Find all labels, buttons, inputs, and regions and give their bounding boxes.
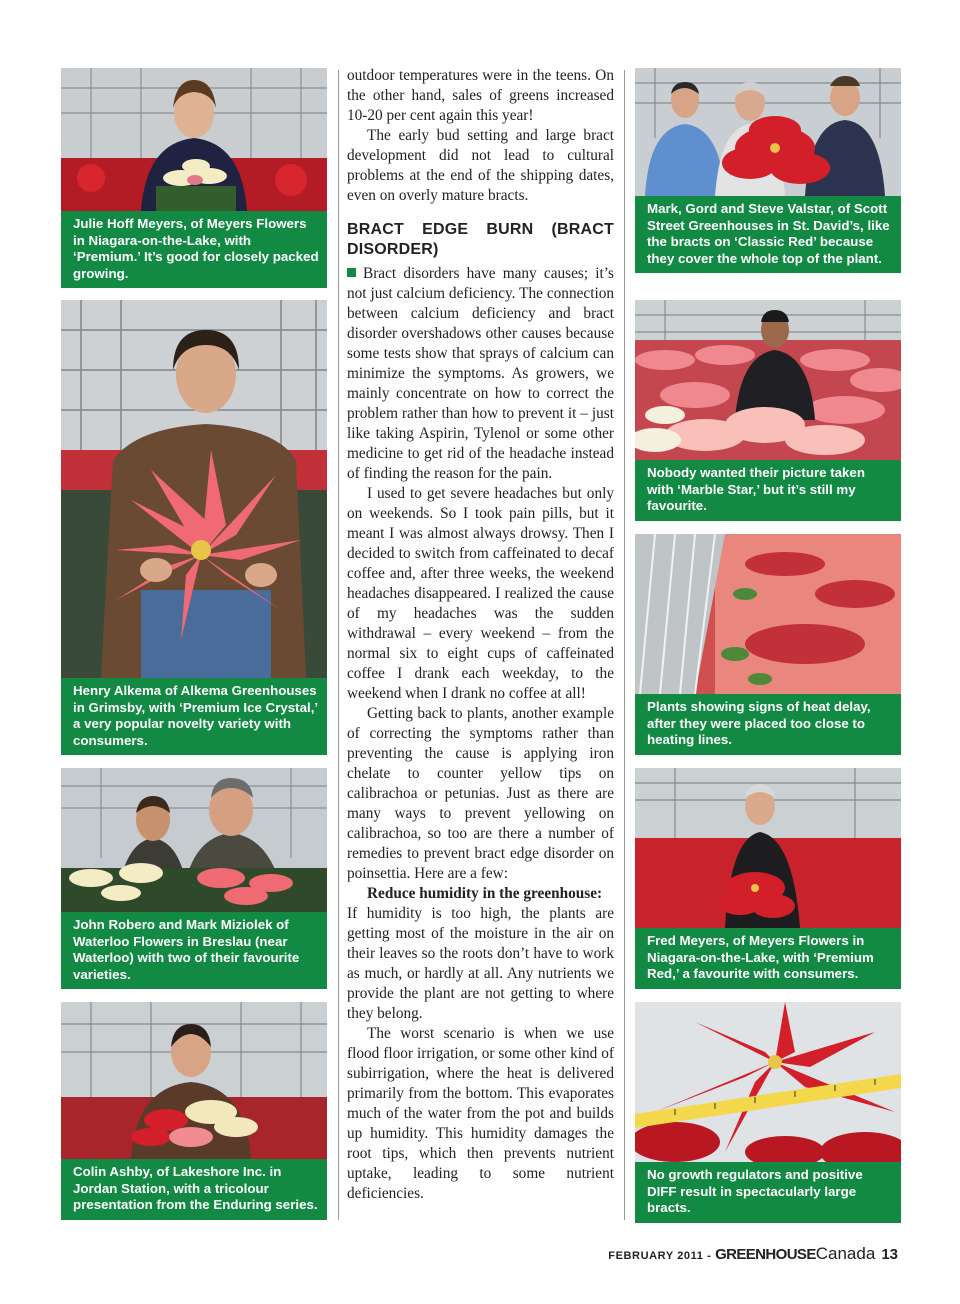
article-paragraph: If humidity is too high, the plants are getting most of the moisture in the air on their leaves so the roots don’t have to work as much, or hardly at all. Any nutrients we provide the plant are not getting to where they belong. [347, 905, 614, 1022]
page-footer [608, 1244, 898, 1264]
photo-marble-star [635, 300, 901, 460]
caption-large-bracts: No growth regulators and positive DIFF result in spectacularly large bracts. [635, 1162, 901, 1223]
caption-julie: Julie Hoff Meyers, of Meyers Flowers in Niagara-on-the-Lake, with ‘Premium.’ It’s good for closely packed growing. [61, 211, 327, 288]
photo-heat-delay [635, 534, 901, 694]
square-bullet-icon [347, 268, 356, 277]
caption-john-mark: John Robero and Mark Miziolek of Waterloo Flowers in Breslau (near Waterloo) with two of their favourite varieties. [61, 912, 327, 989]
caption-fred: Fred Meyers, of Meyers Flowers in Niagara-on-the-Lake, with ‘Premium Red,’ a favourite with consumers. [635, 928, 901, 989]
article-paragraph: The early bud setting and large bract development did not lead to cultural problems at the end of the shipping dates, even on overly mature bracts. [347, 127, 614, 204]
caption-marble-star: Nobody wanted their picture taken with ‘Marble Star,’ but it’s still my favourite. [635, 460, 901, 521]
photo-robero-miziolek [61, 768, 327, 912]
photo-figure-julie [61, 68, 327, 288]
photo-large-bracts [635, 1002, 901, 1162]
column-rule-left [338, 70, 339, 1220]
photo-valstar-family [635, 68, 901, 196]
caption-colin: Colin Ashby, of Lakeshore Inc. in Jordan Station, with a tricolour presentation from the Enduring series. [61, 1159, 327, 1220]
magazine-name-bold: GREENHOUSE [715, 1246, 816, 1263]
photo-julie-hoff-meyers [61, 68, 327, 211]
caption-valstar: Mark, Gord and Steve Valstar, of Scott Street Greenhouses in St. David’s, like the bracts on ‘Classic Red’ because they cover the whole top of the plant. [635, 196, 901, 273]
column-rule-right [624, 70, 625, 1220]
photo-colin-ashby [61, 1002, 327, 1159]
photo-figure-colin [61, 1002, 327, 1220]
article-paragraph-continued: outdoor temperatures were in the teens. On the other hand, sales of greens increased 10-20 per cent again this year! [347, 67, 614, 124]
photo-figure-heat-delay [635, 534, 901, 755]
issue-date: FEBRUARY 2011 [608, 1250, 704, 1262]
photo-figure-marble-star [635, 300, 901, 521]
photo-fred-meyers [635, 768, 901, 928]
photo-figure-fred [635, 768, 901, 989]
article-paragraph-lead [347, 264, 614, 484]
magazine-name-light: Canada [815, 1244, 876, 1263]
caption-henry: Henry Alkema of Alkema Greenhouses in Grimsby, with ‘Premium Ice Crystal,’ a very popular novelty variety with consumers. [61, 678, 327, 755]
photo-henry-alkema [61, 300, 327, 678]
photo-figure-henry [61, 300, 327, 755]
caption-heat-delay: Plants showing signs of heat delay, after they were placed too close to heating lines. [635, 694, 901, 755]
photo-figure-large-bracts [635, 1002, 901, 1223]
article-paragraph-lead-text: Bract disorders have many causes; it’s not just calcium deficiency. The connection between calcium deficiency and bract disorder overshadows other causes because some tests show that sprays of calcium can minimize the symptoms. As growers, we mainly concentrate on how to correct the problem rather than how to prevent it – just like taking Aspirin, Tylenol or some other medicine to get rid of the headache instead of finding the reason for the pain. [347, 265, 614, 482]
article-paragraph: Getting back to plants, another example of correcting the symptoms rather than preventing the cause is applying iron chelate to counter yellow tips on calibrachoa or petunias. Just as there are many ways to prevent yellowing on calibrachoa, so too are there a number of remedies to prevent bract edge disorder on poinsettia. Here are a few: [347, 705, 614, 882]
footer-separator: - [703, 1250, 716, 1262]
article-column [347, 66, 614, 1204]
subhead-runin: Reduce humidity in the greenhouse: [367, 885, 603, 902]
section-heading: BRACT EDGE BURN (BRACT DISORDER) [347, 221, 614, 258]
page-number: 13 [881, 1246, 898, 1263]
photo-figure-valstar [635, 68, 901, 273]
article-paragraph: The worst scenario is when we use flood floor irrigation, or some other kind of subirrigation, where the heat is delivered primarily from the bottom. This evaporates much of the water from the pot and builds up humidity. This humidity damages the root tips, which then prevents nutrient uptake, leading to some nutrient deficiencies. [347, 1025, 614, 1202]
photo-figure-john-mark [61, 768, 327, 989]
article-paragraph: I used to get severe headaches but only on weekends. So I took pain pills, but it meant I was almost always drowsy. Then I decided to switch from caffeinated to decaf coffee and, after three weeks, the weekend headaches disappeared. I realized the cause of my headaches was the sudden withdrawal – every weekend – from the normal six to eight cups of caffeinated coffee I drank each weekday, to the weekend when I drank no coffee at all! [347, 485, 614, 702]
